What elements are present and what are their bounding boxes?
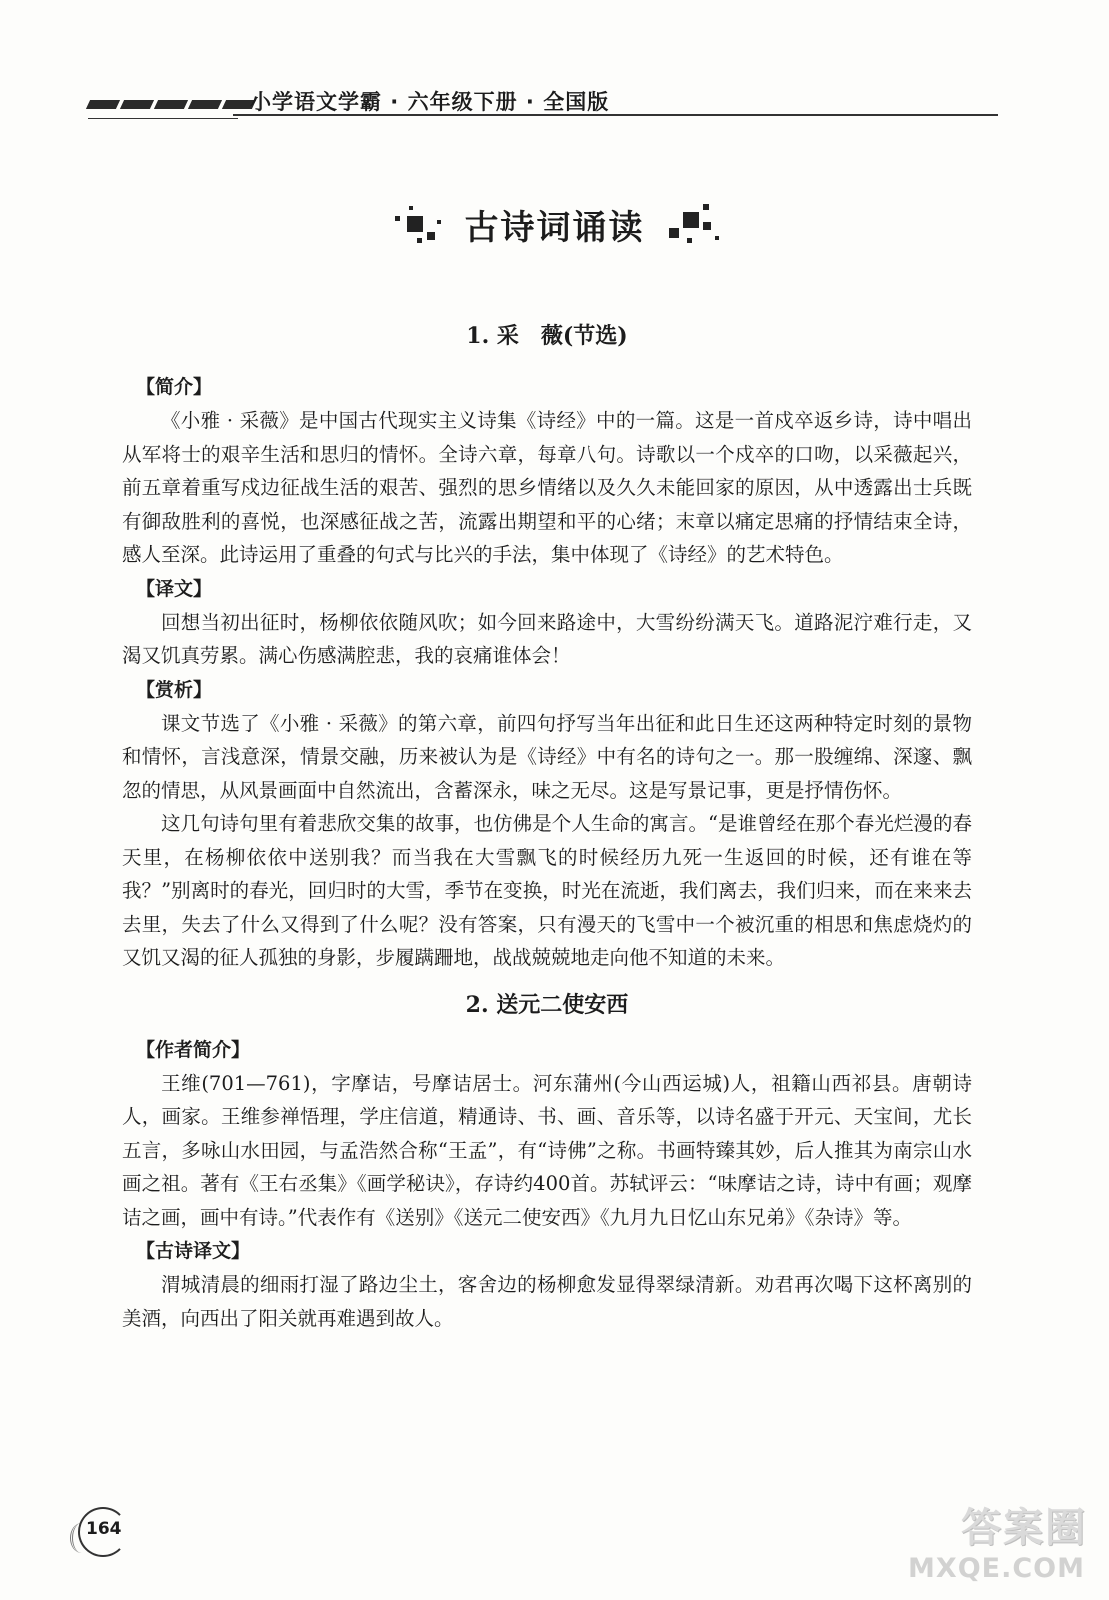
poem2-author: 王维(701—761)，字摩诘，号摩诘居士。河东蒲州(今山西运城)人，祖籍山西祁县。唐朝诗人，画家。王维参禅悟理，学庄信道，精通诗、书、画、音乐等，以诗名盛于开元、天宝间，尤长五言，多咏山水田园，与孟浩然合称“王孟”，有“诗佛”之称。书画特臻其妙，后人推其为南宗山水画之祖。著有《王右丞集》《画学秘诀》，存诗约400首。苏轼评云：“味摩诘之诗，诗中有画；观摩诘之画，画中有诗。”代表作有《送别》《送元二使安西》《九月九日忆山东兄弟》《杂诗》等。 (122, 1071, 972, 1229)
poem2-title: 2. 送元二使安西 (465, 991, 629, 1018)
header-decoration (88, 100, 254, 109)
watermark-site: MXQE.COM (908, 1553, 1085, 1584)
poem2-translation: 渭城清晨的细雨打湿了路边尘土，客舍边的杨柳愈发显得翠绿清新。劝君再次喝下这杯离别的美酒，向西出了阳关就再难遇到故人。 (122, 1273, 972, 1330)
page-content (122, 316, 972, 1335)
header-rule (233, 114, 998, 116)
pixel-ornament-right-icon (663, 202, 723, 248)
poem1-title: 1. 采 薇(节选) (466, 323, 628, 349)
poem1-appreciation-label: 【赏析】 (136, 678, 213, 701)
poem1-translation: 回想当初出征时，杨柳依依随风吹；如今回来路途中，大雪纷纷满天飞。道路泥泞难行走，又渴又饥真劳累。满心伤感满腔悲，我的哀痛谁体会！ (122, 610, 972, 667)
book-title: 小学语文学霸 · 六年级下册 · 全国版 (250, 90, 610, 114)
poem1-intro-label: 【简介】 (136, 376, 213, 398)
page-number-badge (70, 1505, 140, 1555)
poem1-translation-label: 【译文】 (136, 577, 213, 600)
poem2-author-label: 【作者简介】 (136, 1038, 251, 1061)
section-title: 古诗词诵读 (464, 208, 645, 248)
poem1-intro: 《小雅 · 采薇》是中国古代现实主义诗集《诗经》中的一篇。这是一首戍卒返乡诗，诗中唱出从军将士的艰辛生活和思归的情怀。全诗六章，每章八句。诗歌以一个戍卒的口吻，以采薇起兴，前五章着重写戍边征战生活的艰苦、强烈的思乡情绪以及久久未能回家的原因，从中透露出士兵既有御敌胜利的喜悦，也深感征战之苦，流露出期望和平的心绪；末章以痛定思痛的抒情结束全诗，感人至深。此诗运用了重叠的句式与比兴的手法，集中体现了《诗经》的艺术特色。 (122, 409, 972, 566)
header-rule-left (88, 118, 238, 119)
poem1-appreciation-p2: 这几句诗句里有着悲欣交集的故事，也仿佛是个人生命的寓言。“是谁曾经在那个春光烂漫的春天里，在杨柳依依中送别我？而当我在大雪飘飞的时候经历九死一生返回的时候，还有谁在等我？”别离时的春光，回归时的大雪，季节在变换，时光在流逝，我们离去，我们归来，而在来来去去里，失去了什么又得到了什么呢？没有答案，只有漫天的飞雪中一个被沉重的相思和焦虑烧灼的又饥又渴的征人孤独的身影，步履蹒跚地，战战兢兢地走向他不知道的未来。 (122, 812, 972, 969)
page-number: 164 (86, 1519, 122, 1539)
section-heading (0, 200, 1109, 252)
watermark-brand: 答案圈 (961, 1505, 1087, 1551)
pixel-ornament-left-icon (387, 202, 447, 248)
poem1-appreciation-p1: 课文节选了《小雅 · 采薇》的第六章，前四句抒写当年出征和此日生还这两种特定时刻的景物和情怀，言浅意深，情景交融，历来被认为是《诗经》中有名的诗句之一。那一股缠绵、深邃、飘忽的情思，从风景画面中自然流出，含蓄深永，味之无尽。这是写景记事，更是抒情伤怀。 (122, 711, 972, 802)
watermark (871, 1496, 1091, 1586)
running-header (88, 84, 998, 124)
poem2-translation-label: 【古诗译文】 (136, 1240, 251, 1262)
